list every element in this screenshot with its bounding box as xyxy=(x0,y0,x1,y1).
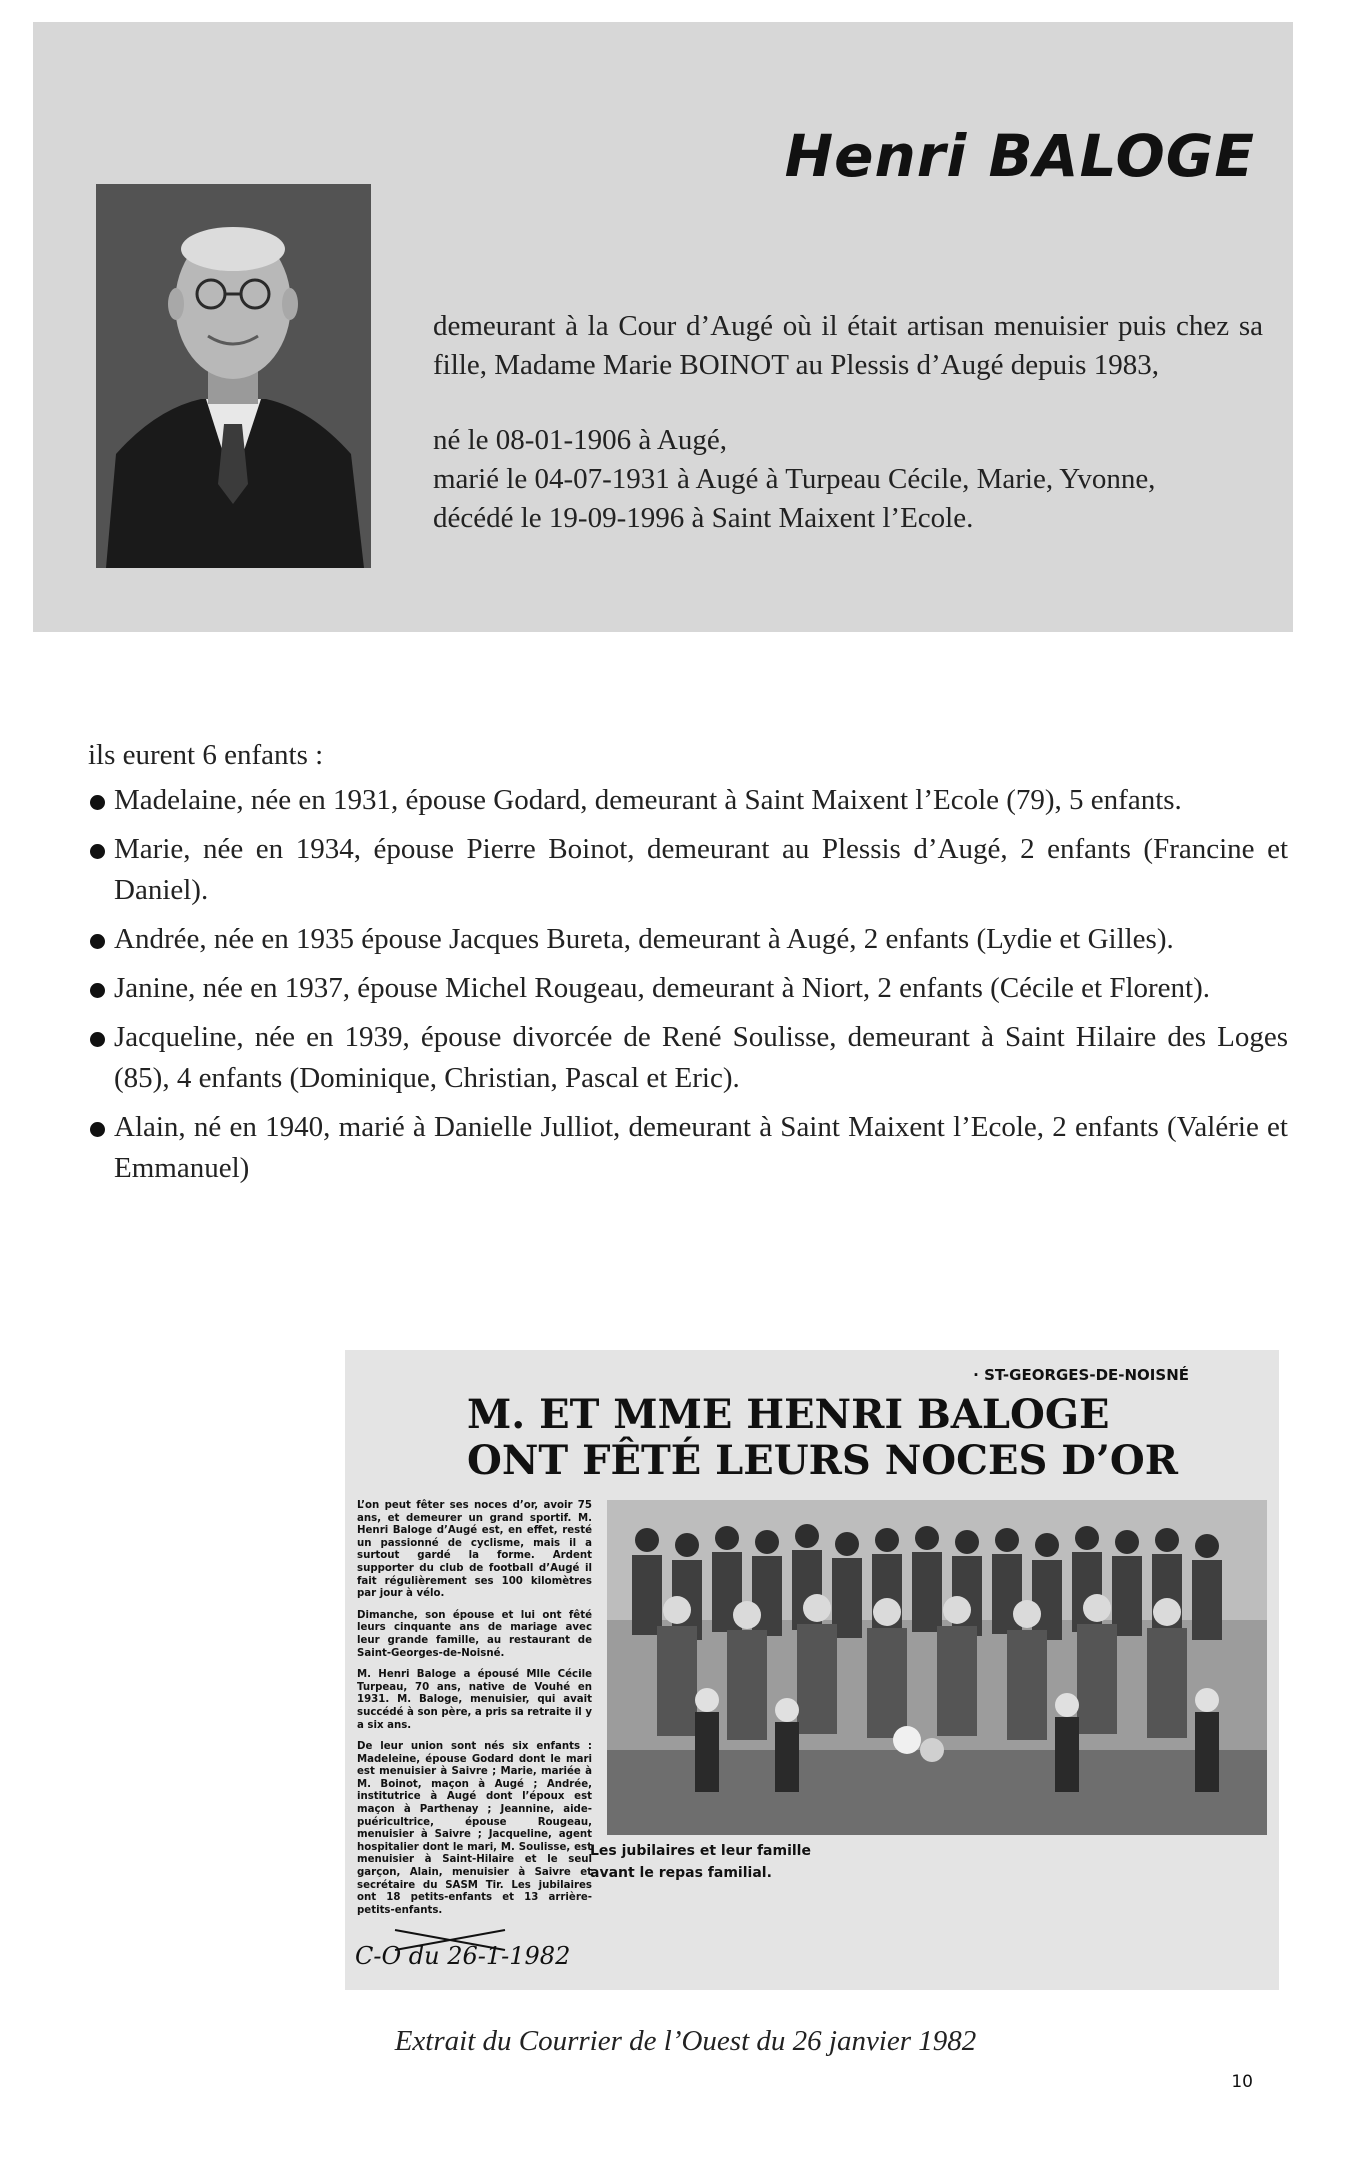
page-number: 10 xyxy=(1231,2072,1253,2092)
list-item: Andrée, née en 1935 épouse Jacques Bureta, demeurant à Augé, 2 enfants (Lydie et Gilles). xyxy=(88,919,1288,960)
children-intro: ils eurent 6 enfants : xyxy=(88,739,324,771)
list-item: Jacqueline, née en 1939, épouse divorcée de René Soulisse, demeurant à Saint Hilaire des Loges (85), 4 enfants (Dominique, Christian, Pascal et Eric). xyxy=(88,1017,1288,1099)
clipping-paragraph: De leur union sont nés six enfants : Madeleine, épouse Godard dont le mari est menuisier à Saivre ; Marie, mariée à M. Boinot, maçon à Augé ; Andrée, institutrice à Augé dont l’époux est maçon à Parthenay ; Jeannine, aide-puéricultrice, épouse Rougeau, menuisier à Saivre ; Jacqueline, agent hospitalier dont le mari, M. Soulisse, est menuisier à Saint-Hilaire et le seul garçon, Alain, menuisier à Saivre et secrétaire du SASM Tir. Les jubilaires ont 18 petits-enfants et 13 arrière-petits-enfants. xyxy=(357,1741,592,1916)
portrait-photo xyxy=(96,184,371,568)
clipping-dateline: · ST-GEORGES-DE-NOISNÉ xyxy=(973,1366,1189,1384)
bio-died: décédé le 19-09-1996 à Saint Maixent l’Ecole. xyxy=(433,502,974,534)
handwritten-note: C-O du 26-1-1982 xyxy=(355,1942,571,1970)
clipping-paragraph: Dimanche, son épouse et lui ont fêté leurs cinquante ans de mariage avec leur grande famille, au restaurant de Saint-Georges-de-Noisné. xyxy=(357,1609,592,1659)
bio-born: né le 08-01-1906 à Augé, xyxy=(433,424,727,456)
photo-caption-line-2: avant le repas familial. xyxy=(590,1865,772,1881)
clipping-headline xyxy=(467,1392,1247,1484)
clipping-headline-line-1: M. ET MME HENRI BALOGE xyxy=(467,1391,1110,1438)
bio-residence: demeurant à la Cour d’Augé où il était artisan menuisier puis chez sa fille, Madame Marie BOINOT au Plessis d’Augé depuis 1983, xyxy=(433,310,1263,381)
header-block xyxy=(33,22,1293,632)
newspaper-clipping xyxy=(345,1350,1279,1990)
biography xyxy=(433,307,1263,538)
clipping-headline-line-2: ONT FÊTÉ LEURS NOCES D’OR xyxy=(467,1437,1178,1484)
children-list xyxy=(88,735,1288,1197)
list-item: Marie, née en 1934, épouse Pierre Boinot, demeurant au Plessis d’Augé, 2 enfants (Francine et Daniel). xyxy=(88,829,1288,911)
photo-caption-line-1: Les jubilaires et leur famille xyxy=(590,1843,811,1859)
clipping-article-text xyxy=(357,1500,592,1926)
clipping-paragraph: L’on peut fêter ses noces d’or, avoir 75 ans, et demeurer un grand sportif. M. Henri Baloge d’Augé est, en effet, resté un passionné de cyclisme, mais il a surtout gardé la forme. Ardent supporter du club de football d’Augé il fait régulièrement ses 100 kilomètres par jour à vélo. xyxy=(357,1500,592,1600)
list-item: Alain, né en 1940, marié à Danielle Julliot, demeurant à Saint Maixent l’Ecole, 2 enfants (Valérie et Emmanuel) xyxy=(88,1107,1288,1189)
list-item: Madelaine, née en 1931, épouse Godard, demeurant à Saint Maixent l’Ecole (79), 5 enfants. xyxy=(88,780,1288,821)
photo-caption xyxy=(590,1840,811,1884)
person-name: Henri BALOGE xyxy=(784,122,1255,190)
clipping-paragraph: M. Henri Baloge a épousé Mlle Cécile Turpeau, 70 ans, native de Vouhé en 1931. M. Baloge, menuisier, qui avait succédé à son père, a pris sa retraite il y a six ans. xyxy=(357,1669,592,1731)
clipping-caption: Extrait du Courrier de l’Ouest du 26 janvier 1982 xyxy=(394,2025,977,2057)
bio-married: marié le 04-07-1931 à Augé à Turpeau Cécile, Marie, Yvonne, xyxy=(433,463,1156,495)
family-group-photo xyxy=(607,1500,1267,1835)
list-item: Janine, née en 1937, épouse Michel Rougeau, demeurant à Niort, 2 enfants (Cécile et Florent). xyxy=(88,968,1288,1009)
